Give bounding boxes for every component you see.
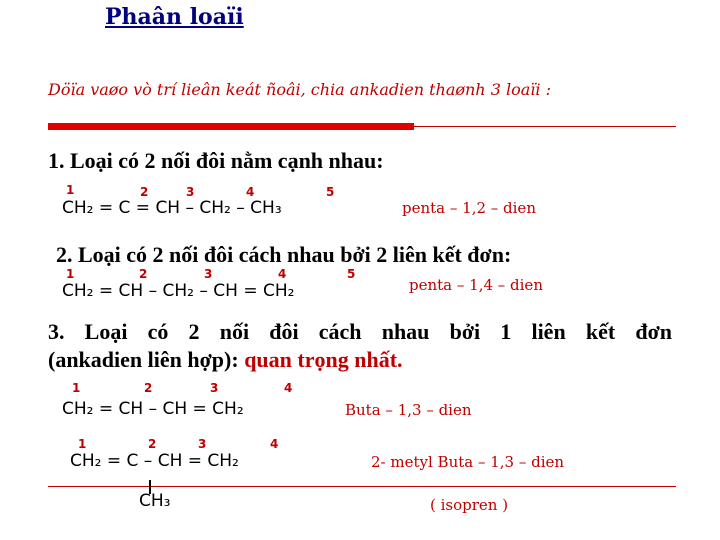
- carbon-number: 4: [270, 437, 279, 451]
- type3-heading-line1: 3. Loại có 2 nối đôi cách nhau bởi 1 liên kết đơn: [48, 319, 672, 344]
- type3-ex2-formula: CH₂ = C – CH = CH₂: [70, 451, 239, 471]
- type1-name: penta – 1,2 – dien: [402, 199, 536, 217]
- type3-heading-emphasis: quan trọng nhất.: [244, 347, 403, 372]
- carbon-number: 3: [210, 381, 219, 395]
- carbon-number: 4: [284, 381, 293, 395]
- type2-formula: CH₂ = CH – CH₂ – CH = CH₂: [62, 281, 295, 301]
- type3-ex1-name: Buta – 1,3 – dien: [345, 401, 472, 419]
- divider-line-bottom: [48, 486, 676, 487]
- type2-name: penta – 1,4 – dien: [409, 276, 543, 294]
- carbon-number: 2: [144, 381, 153, 395]
- carbon-number: 1: [66, 183, 75, 197]
- type3-heading-line2: [48, 346, 403, 374]
- type3-heading-plain: (ankadien liên hợp):: [48, 347, 245, 372]
- carbon-number: 2: [140, 185, 149, 199]
- carbon-number: 4: [278, 267, 287, 281]
- type3-ex2-name: 2- metyl Buta – 1,3 – dien: [371, 453, 565, 471]
- carbon-number: 4: [246, 185, 255, 199]
- type2-heading: 2. Loại có 2 nối đôi cách nhau bởi 2 liên kết đơn:: [56, 242, 512, 267]
- carbon-number: 5: [347, 267, 356, 281]
- carbon-number: 1: [66, 267, 75, 281]
- carbon-number: 5: [326, 185, 335, 199]
- carbon-number: 2: [139, 267, 148, 281]
- carbon-number: 3: [204, 267, 213, 281]
- carbon-number: 3: [198, 437, 207, 451]
- type3-ex1-formula: CH₂ = CH – CH = CH₂: [62, 399, 244, 419]
- carbon-number: 2: [148, 437, 157, 451]
- carbon-number: 1: [72, 381, 81, 395]
- type1-heading: 1. Loại có 2 nối đôi nằm cạnh nhau:: [48, 148, 384, 173]
- page-title: Phaân loaïi: [105, 4, 244, 30]
- type1-formula: CH₂ = C = CH – CH₂ – CH₃: [62, 198, 282, 218]
- intro-text: Döïa vaøo vò trí lieân keát ñoâi, chia ankadien thaønh 3 loaïi :: [48, 80, 551, 99]
- divider-bar: [48, 123, 414, 130]
- carbon-number: 1: [78, 437, 87, 451]
- carbon-number: 3: [186, 185, 195, 199]
- divider-line: [414, 126, 676, 127]
- type3-ex2-note: ( isopren ): [430, 496, 509, 514]
- type3-ex2-branch: CH₃: [139, 491, 171, 511]
